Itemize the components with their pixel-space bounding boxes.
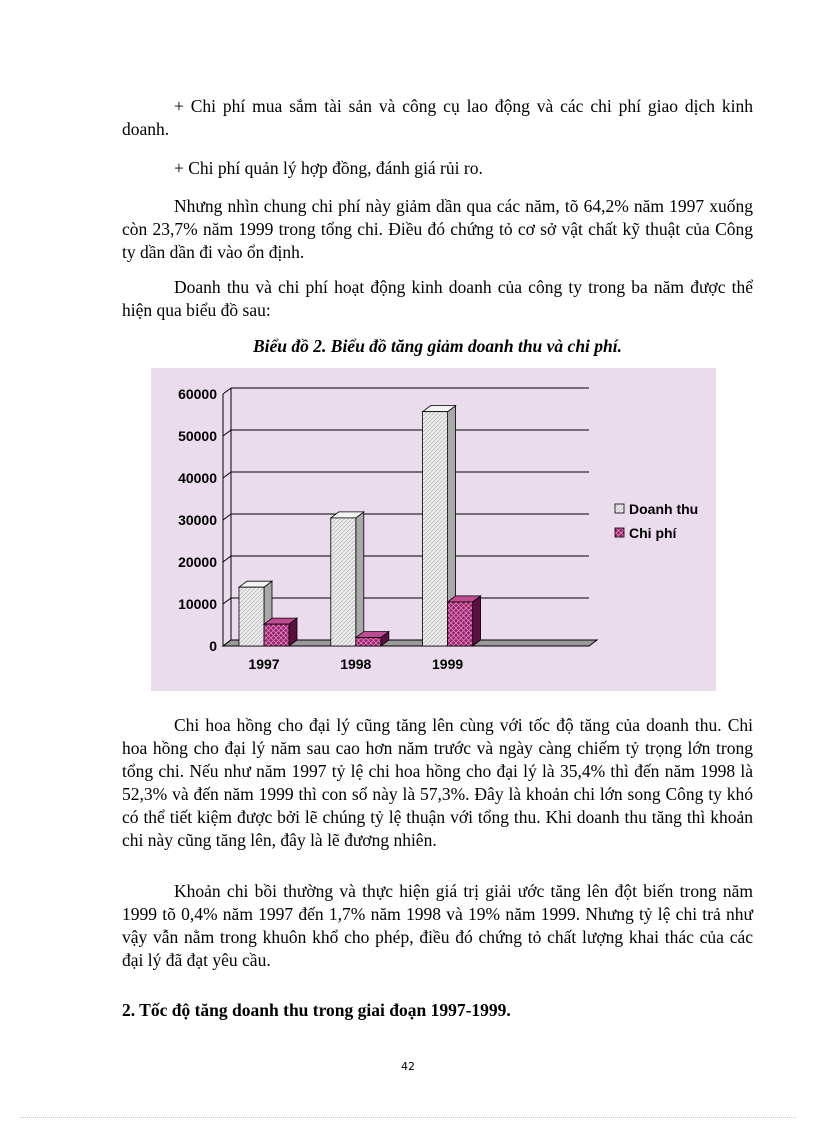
y-tick-label-5: 50000 [178,428,217,444]
y-tick-label-3: 30000 [178,512,217,528]
y-tick-label-1: 10000 [178,596,217,612]
page-divider [20,1117,796,1118]
paragraph-compensation: Khoản chi bồi thường và thực hiện giá trị giải ước tăng lên đột biến trong năm 1999 tõ 0,4% năm 1997 đến 1,7% năm 1998 và 19% năm 1999. Nhưng tỷ lệ chi trả như vậy vẫn nằm trong khuôn khổ cho phép, điều đó chứng tỏ chất lượng khai thác của các đại lý đã đạt yêu cầu. [122,881,753,970]
gridline-slant-6 [223,388,231,394]
paragraph-bullet-2: + Chi phí quản lý hợp đồng, đánh giá rủi ro. [174,158,483,178]
paragraph-commission: Chi hoa hồng cho đại lý cũng tăng lên cùng với tốc độ tăng của doanh thu. Chi hoa hồng cho đại lý năm sau cao hơn năm trước và ngày càng chiếm tỷ trọng lớn trong tổng chi. Nếu như năm 1997 tỷ lệ chi hoa hồng cho đại lý là 35,4% thì đến năm 1998 là 52,3% và đến năm 1999 thì con số này là 57,3%. Đây là khoản chi lớn song Công ty khó có thể tiết kiệm được bởi lẽ chúng tỷ lệ thuận với tổng thu. Khi doanh thu tăng thì khoản chi này cũng tăng lên, đây là lẽ đương nhiên. [122,715,753,850]
y-tick-label-4: 40000 [178,470,217,486]
legend-swatch-1 [615,528,624,537]
gridline-slant-2 [223,556,231,562]
page-number: 42 [401,1060,415,1073]
bar-Doanh thu-1997 [239,587,264,646]
bar-Chi phí-1997 [264,624,289,646]
paragraph-bullet-1: + Chi phí mua sắm tài sản và công cụ lao động và các chi phí giao dịch kinh doanh. [122,96,753,139]
y-tick-label-6: 60000 [178,386,217,402]
gridline-slant-1 [223,598,231,604]
legend-label-0: Doanh thu [629,501,699,517]
x-tick-label-1999: 1999 [432,656,464,672]
x-tick-label-1998: 1998 [340,656,372,672]
bar-Chi phí-1999 [448,602,473,646]
section-heading: 2. Tốc độ tăng doanh thu trong giai đoạn 1997-1999. [122,1000,511,1020]
paragraph-chart-intro: Doanh thu và chi phí hoạt động kinh doanh của công ty trong ba năm được thể hiện qua biểu đồ sau: [122,277,753,320]
gridline-slant-3 [223,514,231,520]
bar-Doanh thu-1998 [331,518,356,646]
paragraph-cost-trend: Nhưng nhìn chung chi phí này giảm dần qua các năm, tõ 64,2% năm 1997 xuống còn 23,7% năm 1999 trong tổng chi. Điều đó chứng tỏ cơ sở vật chất kỹ thuật của Công ty dần dần đi vào ổn định. [122,196,753,262]
legend-swatch-0 [615,504,624,513]
revenue-cost-chart [151,368,716,691]
x-tick-label-1997: 1997 [248,656,280,672]
bar-side-Chi phí-1999 [473,596,481,646]
chart-title: Biểu đồ 2. Biểu đồ tăng giảm doanh thu và chi phí. [252,336,623,356]
bar-side-Doanh thu-1998 [356,512,364,646]
chart-canvas [151,368,716,691]
y-tick-label-2: 20000 [178,554,217,570]
bar-Chi phí-1998 [356,638,381,646]
gridline-slant-5 [223,430,231,436]
gridline-slant-4 [223,472,231,478]
y-tick-label-0: 0 [209,638,217,654]
legend-label-1: Chi phí [629,525,677,541]
bar-Doanh thu-1999 [423,412,448,646]
